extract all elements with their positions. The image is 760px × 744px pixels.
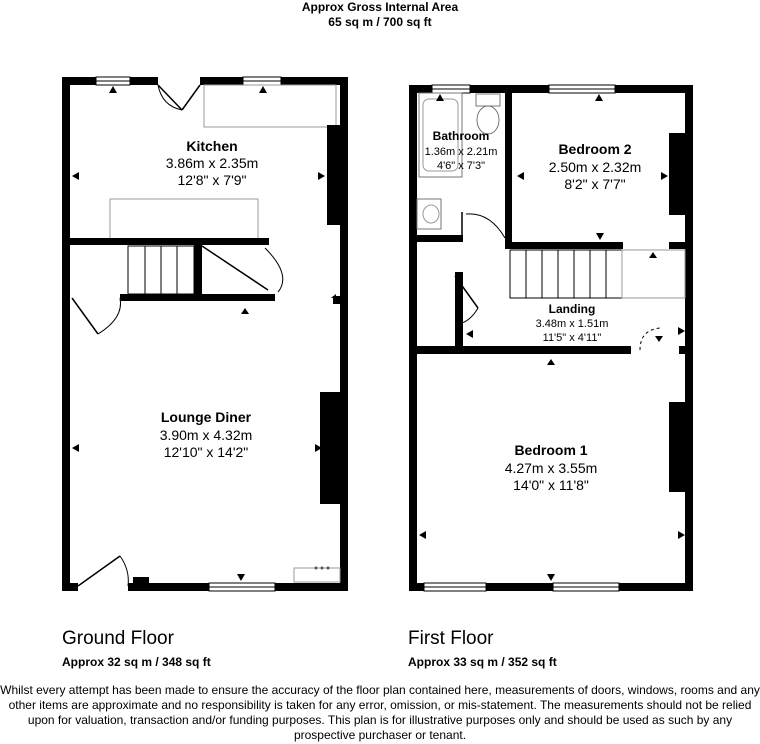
lounge-imperial: 12'10" x 14'2": [163, 444, 249, 460]
kitchen-name: Kitchen: [186, 138, 238, 154]
bedroom1-metric: 4.27m x 3.55m: [504, 460, 598, 476]
kitchen-imperial: 12'8" x 7'9": [177, 172, 247, 188]
first-floor-area: Approx 33 sq m / 352 sq ft: [408, 655, 557, 669]
bathroom-metric: 1.36m x 2.21m: [424, 146, 498, 158]
ground-floor-area: Approx 32 sq m / 348 sq ft: [62, 655, 211, 669]
landing-name: Landing: [548, 302, 596, 316]
lounge-metric: 3.90m x 4.32m: [159, 427, 253, 443]
first-floor-title: First Floor: [408, 628, 494, 649]
disclaimer-text: Whilst every attempt has been made to ensure the accuracy of the floor plan contained here, measurements of doors, windows, rooms and any other items are approximate and no responsibility is taken for any error, omission, or mis-statement. The measurements should not be relied upon for valuation, transaction and/or funding purposes. This plan is for illustrative purposes only and should be used as such by any prospective purchaser or tenant.: [0, 683, 760, 742]
bathroom-imperial: 4'6" x 7'3": [436, 160, 486, 172]
ground-floor-title: Ground Floor: [62, 628, 174, 649]
bedroom2-metric: 2.50m x 2.32m: [548, 159, 642, 175]
bedroom1-imperial: 14'0" x 11'8": [513, 477, 589, 493]
bedroom1-name: Bedroom 1: [514, 442, 588, 458]
bedroom2-imperial: 8'2" x 7'7": [564, 176, 626, 192]
bedroom2-name: Bedroom 2: [558, 141, 632, 157]
kitchen-metric: 3.86m x 2.35m: [165, 155, 259, 171]
lounge-name: Lounge Diner: [160, 409, 252, 425]
bathroom-name: Bathroom: [432, 129, 490, 143]
gross-area-title: Approx Gross Internal Area: [301, 0, 459, 14]
landing-metric: 3.48m x 1.51m: [535, 318, 609, 330]
gross-area-value: 65 sq m / 700 sq ft: [328, 15, 432, 29]
landing-imperial: 11'5" x 4'11": [542, 332, 602, 344]
